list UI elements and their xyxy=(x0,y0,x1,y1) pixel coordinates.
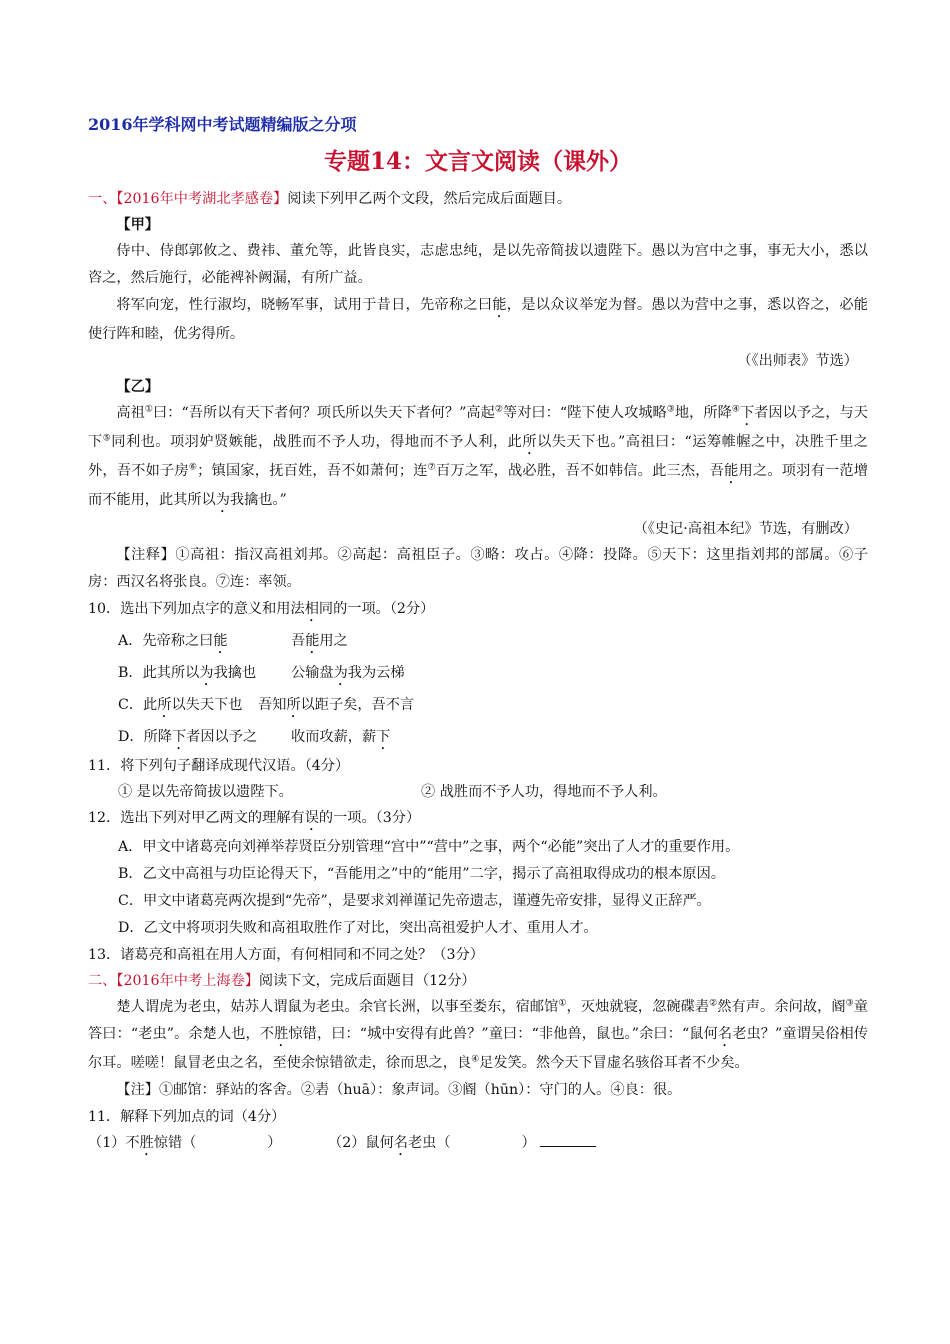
jia-label: 【甲】 xyxy=(116,217,159,233)
q10-stem: 10．选出下列加点字的意义和用法相同的一项。（2分） xyxy=(88,601,435,617)
q11-sentences: ① 是以先帝简拔以遗陛下。 ② 战胜而不予人功，得地而不予人利。 xyxy=(118,784,667,800)
q11b-items: （1）不胜惊错（ ） （2）鼠何名老虫（ ） xyxy=(88,1130,868,1159)
q12-option-c: C．甲文中诸葛亮两次提到“先帝”，是要求刘禅谨记先帝遗志，谨遵先帝安排，显得义正辞严。 xyxy=(118,893,711,909)
jia-source: （《出师表》节选） xyxy=(737,353,858,369)
section1-intro xyxy=(88,186,868,212)
doc-header: 2016年学科网中考试题精编版之分项 xyxy=(88,115,357,134)
jia-paragraph-1: 侍中、侍郎郭攸之、费祎、董允等，此皆良实，志虑忠纯，是以先帝简拔以遗陛下。愚以为宫中之事，事无大小，悉以咨之，然后施行，必能裨补阙漏，有所广益。 xyxy=(88,243,868,286)
q12-option-b: B．乙文中高祖与功臣论得天下，“吾能用之”中的“能用”二字，揭示了高祖取得成功的根本原因。 xyxy=(118,866,725,882)
yi-label: 【乙】 xyxy=(116,379,159,395)
answer-blank[interactable] xyxy=(540,1132,596,1147)
q12-option-d: D．乙文中将项羽失败和高祖取胜作了对比，突出高祖爱护人才、重用人才。 xyxy=(118,920,598,936)
section2-source: 【2016年中考上海卷】 xyxy=(116,973,259,989)
section2-number: 二、 xyxy=(88,973,117,989)
section1-instruction: 阅读下列甲乙两个文段，然后完成后面题目。 xyxy=(287,191,572,207)
q12-option-a: A．甲文中诸葛亮向刘禅举荐贤臣分别管理“宫中”“营中”之事，两个“必能”突出了人才的重要作用。 xyxy=(118,839,740,855)
section2-instruction: 阅读下文，完成后面题目（12分） xyxy=(258,973,476,989)
doc-title: 专题14：文言文阅读（课外） xyxy=(323,148,632,175)
q12-stem: 12．选出下列对甲乙两文的理解有误的一项。（3分） xyxy=(88,810,421,826)
yi-notes: 【注释】①高祖：指汉高祖刘邦。②高起：高祖臣子。③略：攻占。④降：投降。⑤天下：这里指刘邦的部属。⑥子房：西汉名将张良。⑦连：率领。 xyxy=(88,547,868,590)
document-page xyxy=(88,112,868,1159)
q11-stem: 11．将下列句子翻译成现代汉语。（4分） xyxy=(88,758,350,774)
q13-stem: 13．诸葛亮和高祖在用人方面，有何相同和不同之处？（3分） xyxy=(88,947,484,963)
section1-number: 一、 xyxy=(88,191,117,207)
q10-option-c: C．此所以失天下也 吾知所以距子矣，吾不言 xyxy=(118,697,415,713)
q10-option-d: D．所降下者因以予之 收而攻薪，薪下 xyxy=(118,729,391,745)
q11b-stem: 11．解释下列加点的词（4分） xyxy=(88,1109,286,1125)
jia-paragraph-2: 将军向宠，性行淑均，晓畅军事，试用于昔日，先帝称之曰能，是以众议举宠为督。愚以为营中之事，悉以咨之，必能使行阵和睦，优劣得所。 xyxy=(88,297,868,342)
q10-option-a: A．先帝称之曰能 吾能用之 xyxy=(118,633,348,649)
yi-source: （《史记·高祖本纪》节选，有删改） xyxy=(633,521,858,537)
section2-intro xyxy=(88,968,868,994)
q10-option-b: B．此其所以为我擒也 公输盘为我为云梯 xyxy=(118,665,405,681)
yi-paragraph: 高祖①曰：“吾所以有天下者何？项氏所以失天下者何？”高起②等对曰：“陛下使人攻城略③地，所降④下者因以予之，与天下⑤同利也。项羽妒贤嫉能，战胜而不予人功，得地而不予人利，此所以失天下也。”高祖曰：“运筹帷幄之中，决胜千里之外，吾不如子房⑥；镇国家，抚百姓，吾不如萧何；连⑦百万之军，战必胜，吾不如韩信。此三杰，吾能用之。项羽有一范增而不能用，此其所以为我擒也。” xyxy=(88,404,868,508)
section2-notes: 【注】①邮馆：驿站的客舍。②砉（huā）：象声词。③阍（hūn）：守门的人。④良：很。 xyxy=(116,1082,682,1098)
section2-paragraph: 楚人谓虎为老虫，姑苏人谓鼠为老虫。余官长洲，以事至娄东，宿邮馆①，灭烛就寝，忽碗碟砉②然有声。余问故，阍③童答曰：“老虫”。余楚人也，不胜惊错，曰：“城中安得有此兽？”童曰：“非他兽，鼠也。”余曰：“鼠何名老虫？”童谓吴俗相传尔耳。嗟嗟！鼠冒老虫之名，至使余惊错欲走，徐而思之，良④足发笑。然今天下冒虚名骇俗耳者不少矣。 xyxy=(88,998,868,1071)
section1-source: 【2016年中考湖北孝感卷】 xyxy=(116,191,288,207)
